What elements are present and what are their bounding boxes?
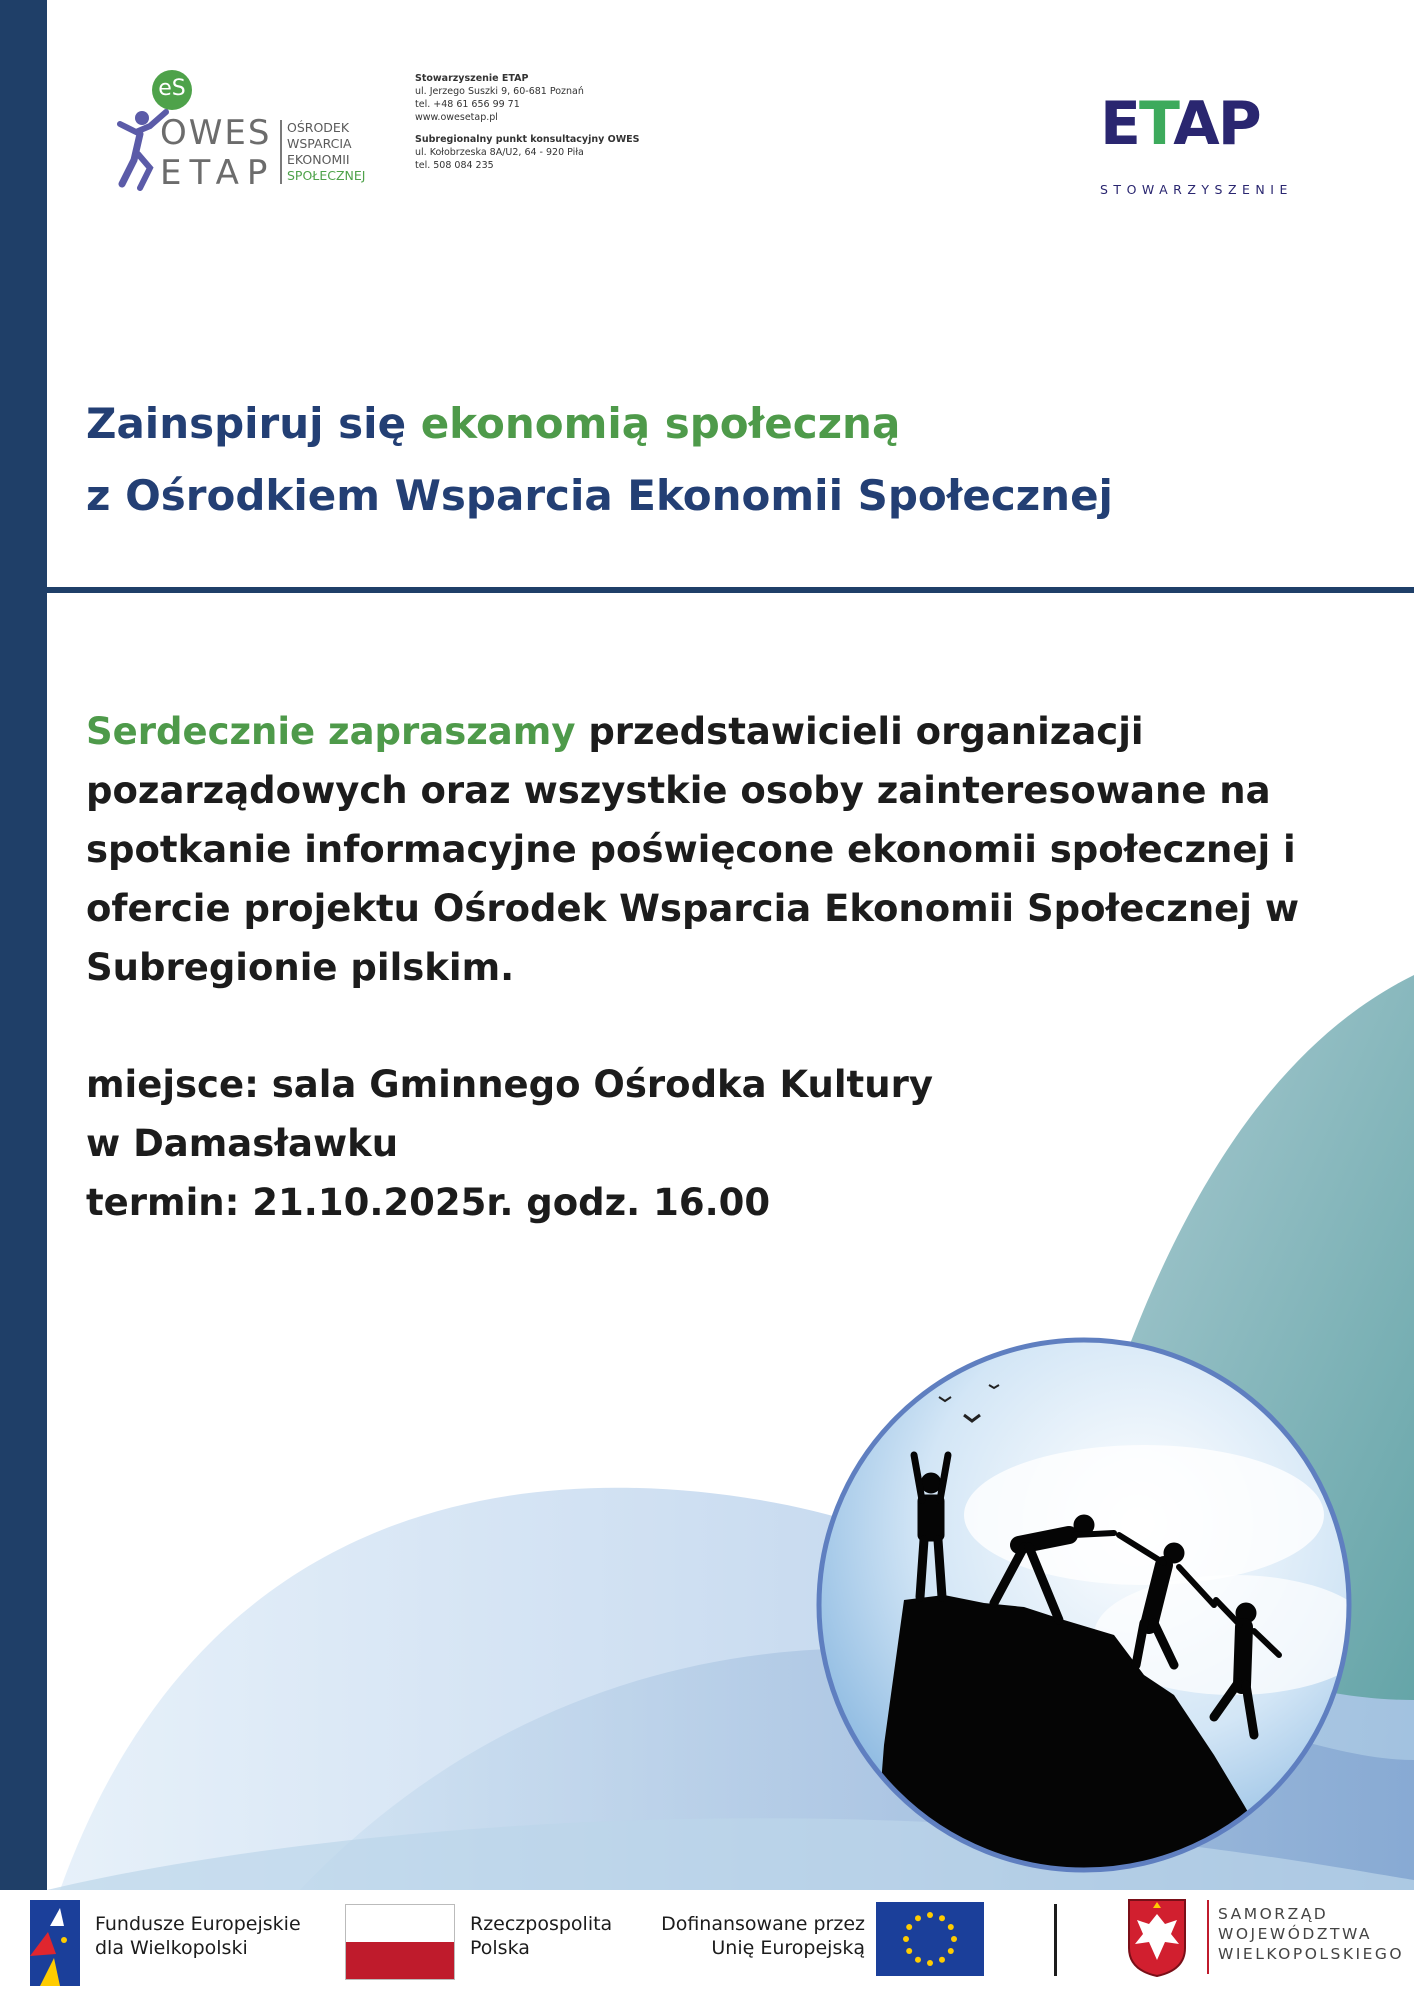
eu-star-icon xyxy=(948,1924,954,1930)
org-address: ul. Jerzego Suszki 9, 60-681 Poznań xyxy=(415,86,584,97)
event-place-line2: w Damasławku xyxy=(86,1122,399,1165)
eu-star-icon xyxy=(906,1948,912,1954)
org-name: Stowarzyszenie ETAP xyxy=(415,73,529,84)
fe-logo-icon xyxy=(30,1896,80,1990)
fe-text: Fundusze Europejskie dla Wielkopolski xyxy=(95,1913,301,1959)
eu-star-icon xyxy=(927,1912,933,1918)
owes-sub-line: WSPARCIA xyxy=(287,136,352,151)
es-badge: eS xyxy=(152,70,192,110)
eu-star-icon xyxy=(951,1936,957,1942)
eu-funding-text: Dofinansowane przez Unię Europejską xyxy=(661,1913,865,1959)
title-line2: z Ośrodkiem Wsparcia Ekonomii Społecznej xyxy=(86,471,1113,520)
owes-sub-line: SPOŁECZNEJ xyxy=(287,168,366,183)
eu-star-icon xyxy=(939,1957,945,1963)
eu-flag-icon xyxy=(876,1902,984,1976)
rp-text: Rzeczpospolita Polska xyxy=(470,1913,613,1959)
eu-star-icon xyxy=(927,1960,933,1966)
owes-subtitle xyxy=(280,120,365,184)
event-details xyxy=(86,1055,1186,1232)
footer-funding-logos xyxy=(0,1890,1414,2000)
header-divider xyxy=(47,587,1414,593)
page-title xyxy=(86,388,1336,532)
wielkopolska-crest-icon xyxy=(1127,1898,1187,1978)
subregional-title: Subregionalny punkt konsultacyjny OWES xyxy=(415,134,640,145)
invitation-body: przedstawicieli organizacji pozarządowych oraz wszystkie osoby zainteresowane na spotkanie informacyjne poświęcone ekonomii społecznej i ofercie projektu Ośrodek Wsparcia Ekonomii Społecznej w Subregionie pilskim. xyxy=(86,710,1299,989)
sam-divider xyxy=(1207,1900,1209,1974)
subregional-phone: tel. 508 084 235 xyxy=(415,160,494,171)
invitation-lead: Serdecznie zapraszamy xyxy=(86,710,576,753)
poland-flag-icon xyxy=(345,1904,455,1980)
contact-info xyxy=(415,72,640,172)
org-phone: tel. +48 61 656 99 71 xyxy=(415,99,520,110)
event-place-line1: miejsce: sala Gminnego Ośrodka Kultury xyxy=(86,1063,933,1106)
org-website: www.owesetap.pl xyxy=(415,112,498,123)
subregional-address: ul. Kołobrzeska 8A/U2, 64 - 920 Piła xyxy=(415,147,584,158)
owes-etap-logo xyxy=(110,62,380,202)
etap-stowarzyszenie-logo xyxy=(1100,88,1310,200)
owes-sub-line: EKONOMII xyxy=(287,152,350,167)
title-part2: ekonomią społeczną xyxy=(420,399,901,448)
eu-star-icon xyxy=(948,1948,954,1954)
climbers-photo xyxy=(814,1335,1354,1875)
etap-word: ETAP xyxy=(160,153,276,193)
invitation-text xyxy=(86,702,1366,997)
footer-divider xyxy=(1054,1904,1057,1976)
owes-sub-line: OŚRODEK xyxy=(287,120,350,135)
eu-star-icon xyxy=(906,1924,912,1930)
eu-star-icon xyxy=(915,1957,921,1963)
etap-subtitle: STOWARZYSZENIE xyxy=(1100,182,1293,197)
eu-star-icon xyxy=(903,1936,909,1942)
title-part1: Zainspiruj się xyxy=(86,399,421,448)
etap-letters: ETAP xyxy=(1100,89,1260,159)
samorzad-text: SAMORZĄD WOJEWÓDZTWA WIELKOPOLSKIEGO xyxy=(1218,1905,1405,1963)
event-date: termin: 21.10.2025r. godz. 16.00 xyxy=(86,1181,771,1224)
eu-star-icon xyxy=(939,1915,945,1921)
owes-word: OWES xyxy=(160,113,272,153)
eu-star-icon xyxy=(915,1915,921,1921)
